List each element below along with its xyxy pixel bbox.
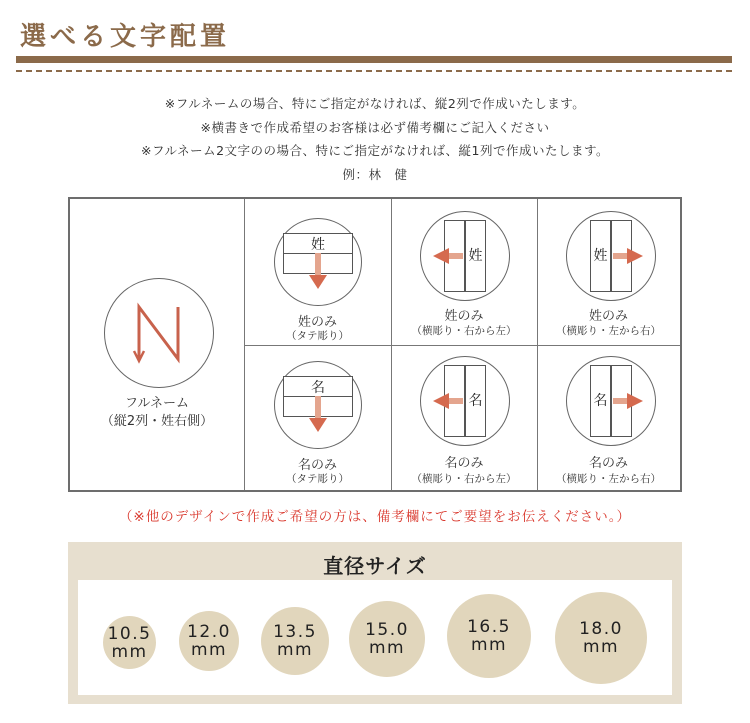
- arrow-down-icon: [275, 362, 361, 448]
- layout-sub: （横彫り・左から右）: [556, 473, 661, 485]
- arrow-right-icon: [567, 357, 655, 445]
- arrow-right-icon: [567, 212, 655, 300]
- size-circle: [555, 592, 647, 684]
- size-circle: [179, 611, 239, 671]
- seal-circle: [274, 361, 362, 449]
- header-bar: [16, 56, 732, 63]
- seal-char: 姓: [593, 248, 608, 264]
- size-circle: [103, 616, 156, 669]
- grid-divider: [244, 345, 680, 346]
- example-line: 例：林 健: [342, 166, 408, 182]
- size-value: 13.5: [273, 622, 317, 642]
- layout-sub: （横彫り・右から左）: [411, 325, 517, 337]
- fullname-label: フルネーム: [124, 396, 190, 411]
- size-value: 10.5: [107, 623, 152, 644]
- size-circle: [261, 607, 329, 675]
- size-unit: mm: [276, 640, 314, 660]
- fullname-seal-circle: [104, 278, 214, 388]
- seal-char: 名: [311, 380, 325, 396]
- size-unit: mm: [190, 640, 228, 660]
- seal-char: 名: [468, 393, 483, 409]
- layout-label: 姓のみ: [444, 309, 484, 324]
- page-title: 選べる文字配置: [20, 22, 231, 52]
- arrow-left-icon: [421, 357, 509, 445]
- size-value: 15.0: [365, 620, 409, 640]
- layout-label: 名のみ: [588, 456, 628, 471]
- size-circle: [349, 601, 425, 677]
- layout-sub: （横彫り・左から右）: [556, 325, 661, 337]
- seal-circle: [566, 356, 656, 446]
- notes-block: [0, 92, 750, 186]
- size-unit: mm: [111, 641, 148, 662]
- layout-label: 名のみ: [444, 456, 484, 471]
- layout-sub: （タテ彫り）: [286, 330, 349, 342]
- layout-sub: （タテ彫り）: [286, 473, 349, 485]
- size-value: 12.0: [187, 622, 231, 642]
- seal-char: 名: [593, 393, 608, 409]
- seal-circle: [420, 211, 510, 301]
- seal-circle: [420, 356, 510, 446]
- fullname-sub: （縦2列・姓右側）: [100, 414, 214, 429]
- header-dashed-divider: [16, 70, 732, 72]
- note-line: ※フルネーム2文字のの場合、特にご指定がなければ、縦1列で作成いたします。: [140, 143, 609, 158]
- size-list: [78, 580, 672, 695]
- layout-label: 姓のみ: [588, 309, 628, 324]
- seal-char: 姓: [311, 237, 325, 253]
- size-value: 18.0: [579, 619, 623, 639]
- note-line: ※横書きで作成希望のお客様は必ず備考欄にご記入ください: [200, 119, 550, 135]
- layout-grid: [68, 197, 682, 492]
- note-line: ※フルネームの場合、特にご指定がなければ、縦2列で作成いたします。: [164, 96, 586, 111]
- seal-circle: [274, 218, 362, 306]
- size-unit: mm: [368, 638, 406, 658]
- layout-label: 姓のみ: [297, 315, 337, 330]
- size-panel: [68, 542, 682, 704]
- size-value: 16.5: [467, 617, 511, 637]
- size-title: 直径サイズ: [323, 554, 427, 578]
- n-arrow-icon: [105, 279, 212, 386]
- layout-sub: （横彫り・右から左）: [411, 473, 517, 485]
- seal-char: 姓: [468, 248, 483, 264]
- size-unit: mm: [470, 635, 508, 655]
- size-circle: [447, 594, 531, 678]
- layout-label: 名のみ: [297, 458, 337, 473]
- arrow-left-icon: [421, 212, 509, 300]
- design-note: （※他のデザインで作成ご希望の方は、備考欄にてご要望をお伝えください。）: [118, 509, 632, 525]
- arrow-down-icon: [275, 219, 361, 305]
- size-unit: mm: [582, 637, 620, 657]
- seal-circle: [566, 211, 656, 301]
